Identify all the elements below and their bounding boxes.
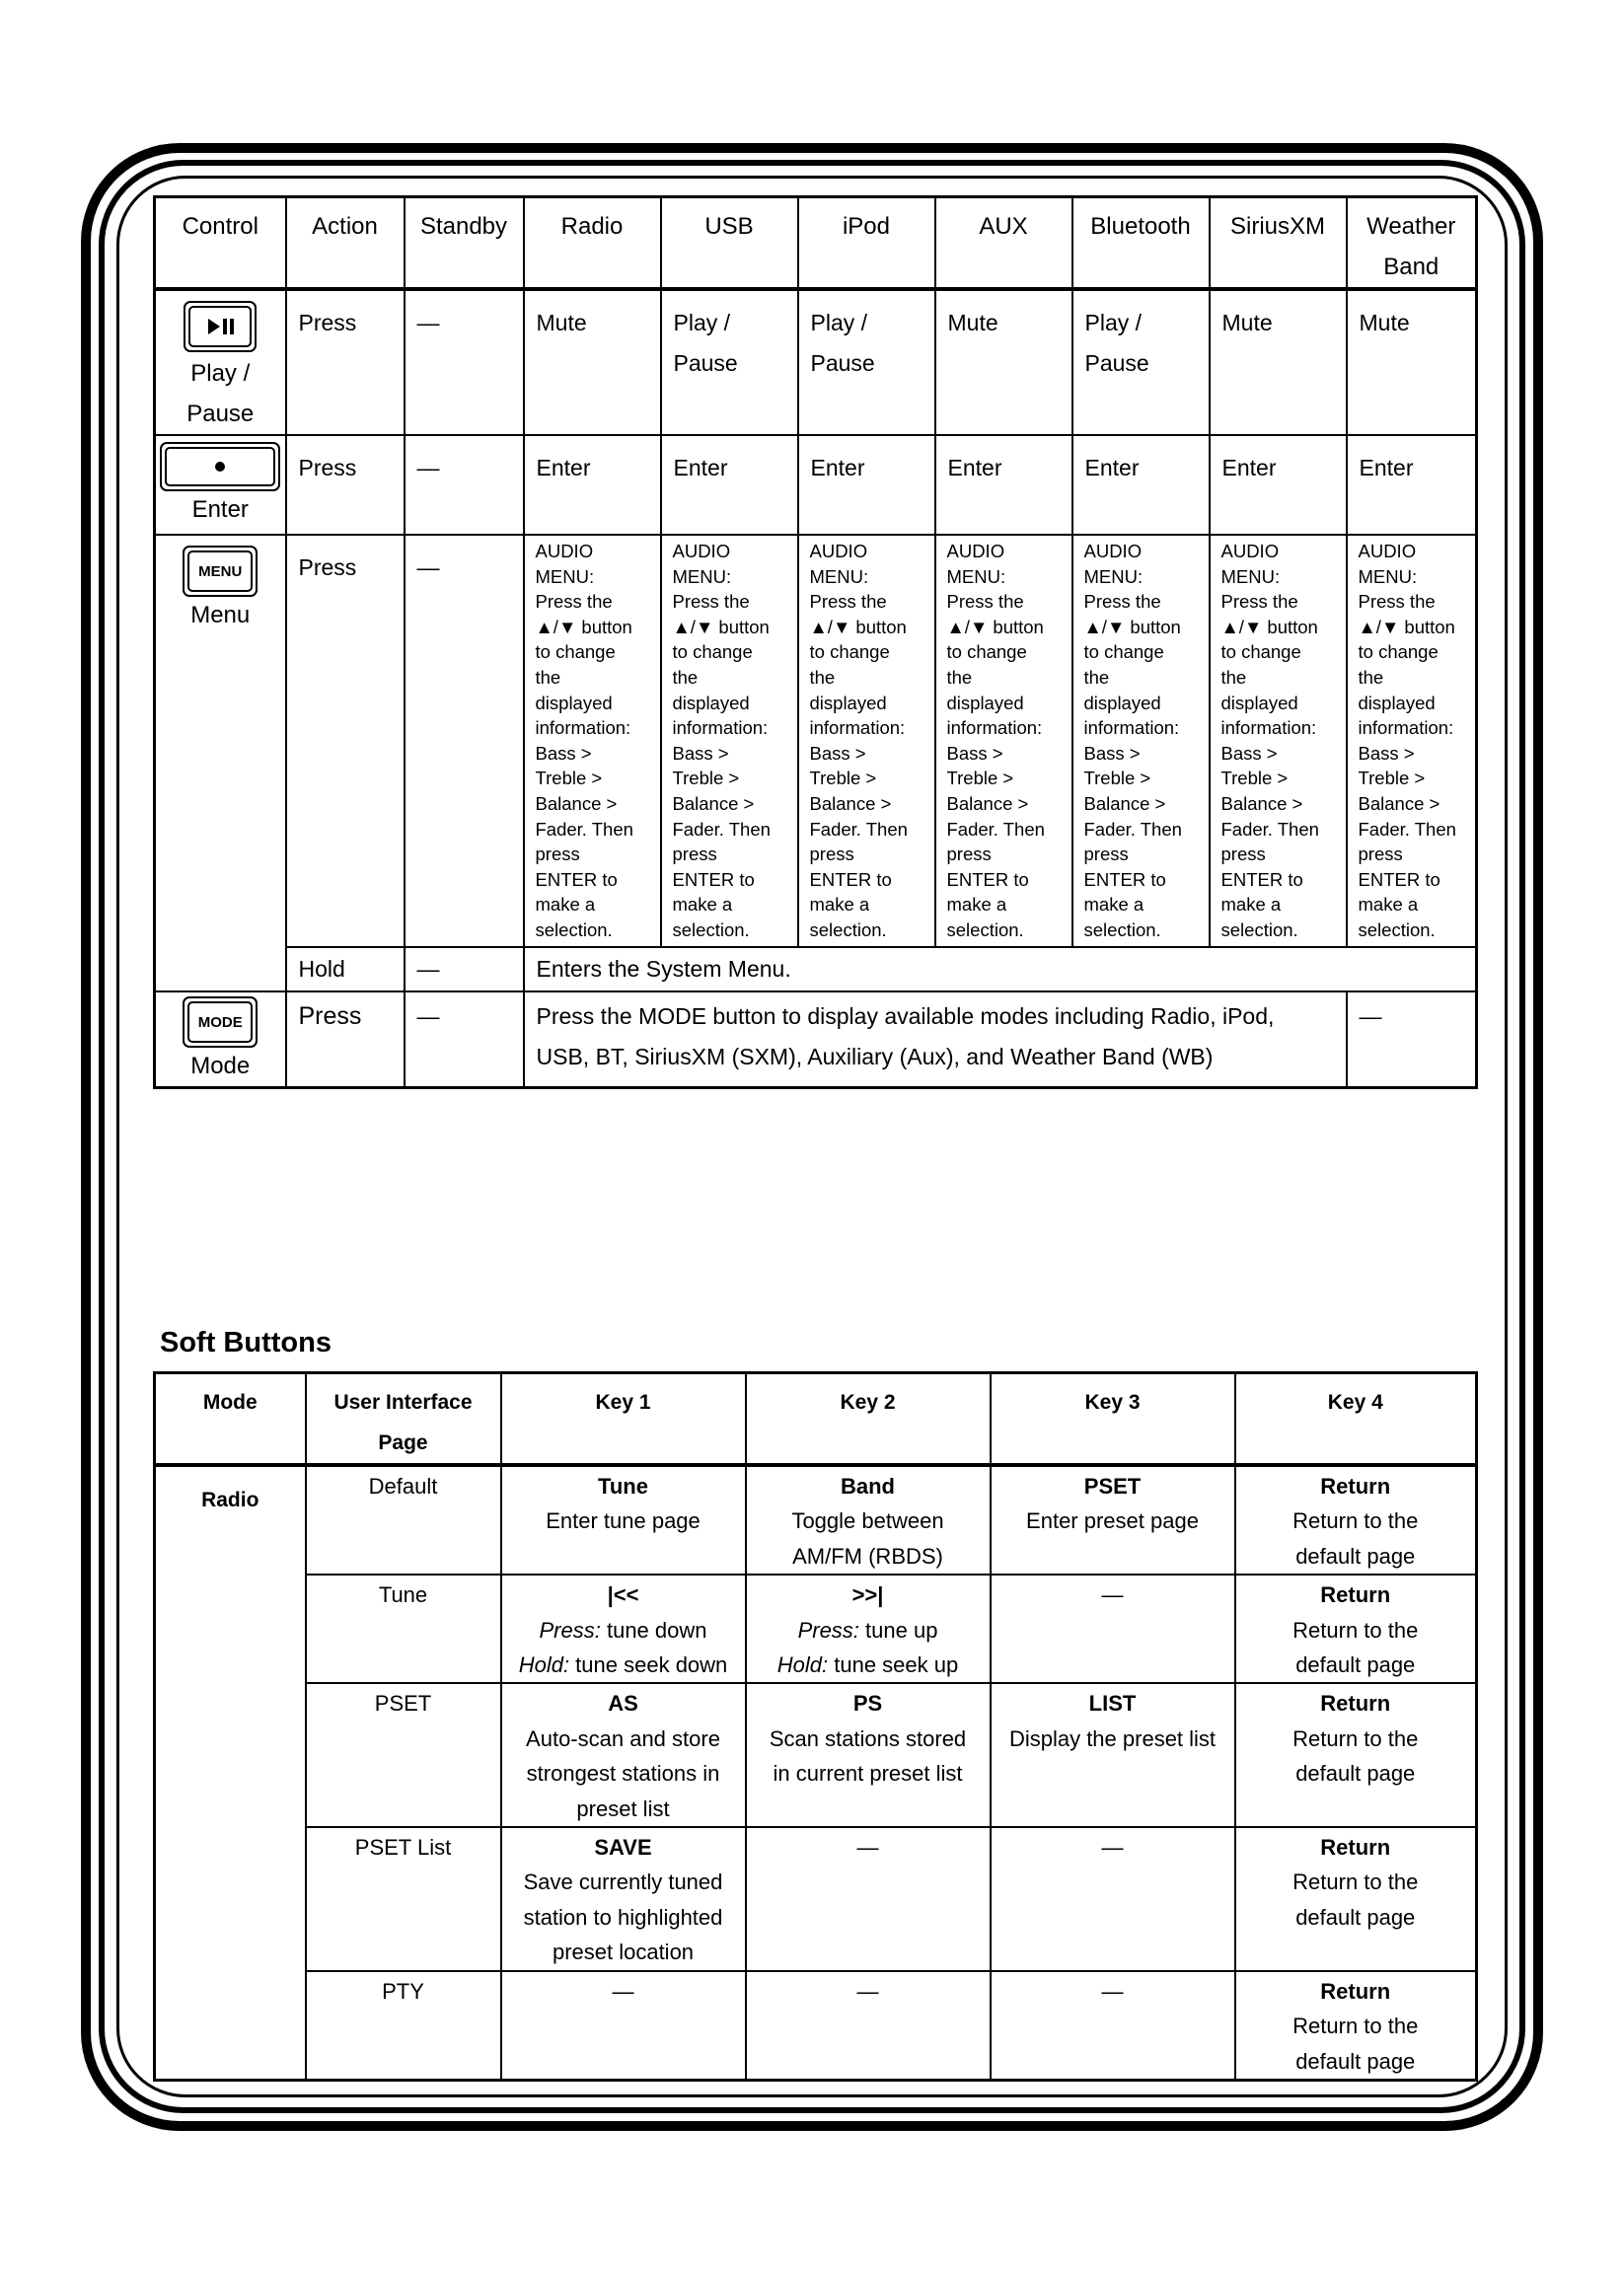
hold-label: Hold: <box>776 1652 829 1678</box>
menu-control <box>155 535 286 991</box>
audio-menu-line: make a <box>535 894 596 916</box>
radio-audio-menu-cell <box>524 535 661 947</box>
table-row <box>155 991 1477 1087</box>
key-cell <box>1235 1465 1477 1575</box>
key-title: AS <box>608 1691 638 1717</box>
audio-menu-line: MENU: <box>672 565 732 587</box>
radio-cell: Enter <box>524 435 661 535</box>
header-key-3: Key 3 <box>991 1373 1235 1466</box>
audio-menu-line: selection. <box>809 918 887 940</box>
key-cell <box>746 1465 991 1575</box>
audio-menu-line: Bass > <box>1358 742 1415 764</box>
empty-dash: — <box>1101 1835 1124 1861</box>
audio-menu-line: to change <box>1220 641 1301 663</box>
key-desc-line: default page <box>1295 1543 1416 1569</box>
header-bluetooth: Bluetooth <box>1072 197 1210 290</box>
key-cell <box>1235 1575 1477 1683</box>
header-key-2: Key 2 <box>746 1373 991 1466</box>
action-cell: Press <box>286 991 405 1087</box>
hold-line <box>502 1648 745 1682</box>
audio-menu-line: Bass > <box>946 742 1003 764</box>
audio-menu-line: press <box>809 843 854 865</box>
audio-menu-line: AUDIO <box>1220 541 1280 561</box>
ui-page-cell: PTY <box>306 1971 501 2081</box>
audio-menu-line: ▲/▼ button <box>1083 616 1181 637</box>
press-line <box>747 1613 990 1648</box>
audio-menu-line: Fader. Then <box>809 818 908 840</box>
table-row <box>155 1465 1477 1575</box>
audio-menu-line: MENU: <box>535 565 595 587</box>
audio-menu-line: information: <box>672 717 769 739</box>
key-title: >>| <box>851 1582 884 1608</box>
audio-menu-text <box>1084 539 1205 943</box>
audio-menu-line: Treble > <box>1358 768 1426 789</box>
key-cell <box>1235 1971 1477 2081</box>
audio-menu-line: ENTER to <box>1083 868 1166 890</box>
key-desc-line: Return to the <box>1292 1725 1419 1751</box>
key-title: Tune <box>598 1474 648 1499</box>
key-desc-line: Save currently tuned <box>523 1870 723 1895</box>
audio-menu-text <box>947 539 1068 943</box>
siriusxm-audio-menu-cell <box>1210 535 1347 947</box>
audio-menu-line: the <box>535 666 561 688</box>
hold-text: tune seek down <box>569 1652 728 1678</box>
enter-dot-icon <box>213 460 227 474</box>
table-row <box>155 435 1477 535</box>
key-cell <box>746 1683 991 1827</box>
key-desc-line: preset list <box>576 1796 670 1821</box>
header-user-interface-page: User Interface Page <box>306 1373 501 1466</box>
key-desc-line: Enter tune page <box>546 1508 701 1534</box>
action-cell: Press <box>286 289 405 435</box>
standby-cell: — <box>405 289 524 435</box>
audio-menu-text <box>673 539 793 943</box>
ui-page-cell: PSET List <box>306 1827 501 1971</box>
key-desc-line: default page <box>1295 1652 1416 1678</box>
header-action: Action <box>286 197 405 290</box>
audio-menu-line: Press the <box>535 591 613 613</box>
play-pause-button-icon <box>184 301 257 352</box>
weather-band-cell: — <box>1347 991 1477 1087</box>
audio-menu-line: Press the <box>1083 591 1161 613</box>
action-cell: Hold <box>286 947 405 991</box>
audio-menu-line: Fader. Then <box>672 818 771 840</box>
audio-menu-line: selection. <box>1083 918 1161 940</box>
audio-menu-line: make a <box>809 894 870 916</box>
audio-menu-line: to change <box>1083 641 1164 663</box>
siriusxm-cell: Enter <box>1210 435 1347 535</box>
audio-menu-line: make a <box>946 894 1007 916</box>
audio-menu-line: Balance > <box>1220 792 1303 814</box>
audio-menu-line: selection. <box>535 918 613 940</box>
header-weather-band: Weather Band <box>1347 197 1477 290</box>
empty-dash: — <box>856 1835 879 1861</box>
aux-cell: Mute <box>935 289 1072 435</box>
usb-audio-menu-cell <box>661 535 798 947</box>
hold-line <box>747 1648 990 1682</box>
table-row <box>155 947 1477 991</box>
key-desc-line: Auto-scan and store <box>526 1725 720 1751</box>
standby-cell: — <box>405 991 524 1087</box>
audio-menu-line: to change <box>1358 641 1439 663</box>
control-table <box>153 195 1478 1089</box>
audio-menu-line: Press the <box>946 591 1024 613</box>
soft-buttons-table <box>153 1371 1478 2082</box>
key-cell <box>501 1683 746 1827</box>
audio-menu-line: Balance > <box>672 792 755 814</box>
audio-menu-line: displayed <box>1083 692 1161 713</box>
mode-control <box>155 991 286 1087</box>
audio-menu-line: press <box>1083 843 1129 865</box>
audio-menu-line: MENU: <box>1083 565 1144 587</box>
audio-menu-line: the <box>1083 666 1110 688</box>
audio-menu-line: information: <box>809 717 906 739</box>
audio-menu-line: MENU: <box>809 565 869 587</box>
audio-menu-text <box>536 539 656 943</box>
key-title: Return <box>1320 1978 1391 2004</box>
audio-menu-line: Fader. Then <box>1083 818 1182 840</box>
audio-menu-text <box>1359 539 1472 943</box>
key-title: |<< <box>607 1582 639 1608</box>
audio-menu-line: AUDIO <box>946 541 1005 561</box>
audio-menu-line: Press the <box>809 591 887 613</box>
audio-menu-line: Treble > <box>1220 768 1289 789</box>
audio-menu-line: selection. <box>672 918 750 940</box>
audio-menu-line: the <box>946 666 973 688</box>
audio-menu-line: press <box>1220 843 1266 865</box>
audio-menu-line: Press the <box>1358 591 1436 613</box>
audio-menu-line: information: <box>535 717 631 739</box>
audio-menu-line: MENU: <box>1220 565 1281 587</box>
enter-control <box>155 435 286 535</box>
menu-button-icon <box>183 546 258 597</box>
audio-menu-line: displayed <box>535 692 613 713</box>
header-siriusxm: SiriusXM <box>1210 197 1347 290</box>
key-desc-line: Return to the <box>1292 1508 1419 1534</box>
action-cell: Press <box>286 535 405 947</box>
empty-dash: — <box>612 1978 634 2004</box>
soft-buttons-body <box>155 1465 1477 2080</box>
audio-menu-line: Balance > <box>1083 792 1166 814</box>
menu-icon: MENU <box>187 550 253 592</box>
enter-button-icon <box>160 442 280 491</box>
enter-label: Enter <box>191 496 249 523</box>
audio-menu-line: Press the <box>1220 591 1298 613</box>
bluetooth-cell: Play / Pause <box>1072 289 1210 435</box>
key-cell <box>746 1827 991 1971</box>
hold-label: Hold: <box>518 1652 570 1678</box>
audio-menu-line: the <box>1358 666 1384 688</box>
audio-menu-line: Bass > <box>809 742 866 764</box>
audio-menu-line: Bass > <box>1220 742 1278 764</box>
standby-cell: — <box>405 535 524 947</box>
header-usb: USB <box>661 197 798 290</box>
audio-menu-line: AUDIO <box>672 541 731 561</box>
header-control: Control <box>155 197 286 290</box>
key-desc-line: station to highlighted <box>523 1904 723 1930</box>
audio-menu-line: make a <box>672 894 733 916</box>
soft-buttons-header <box>155 1373 1477 1466</box>
audio-menu-line: MENU: <box>946 565 1006 587</box>
key-title: Return <box>1320 1691 1391 1717</box>
audio-menu-line: displayed <box>809 692 887 713</box>
key-cell <box>991 1683 1235 1827</box>
audio-menu-line: ▲/▼ button <box>809 616 907 637</box>
press-label: Press: <box>797 1617 859 1643</box>
key-title: PS <box>852 1691 883 1717</box>
audio-menu-line: ENTER to <box>535 868 618 890</box>
header-aux: AUX <box>935 197 1072 290</box>
audio-menu-line: make a <box>1220 894 1282 916</box>
ipod-audio-menu-cell <box>798 535 935 947</box>
key-title: LIST <box>1088 1691 1137 1717</box>
standby-cell: — <box>405 435 524 535</box>
press-line <box>502 1613 745 1648</box>
audio-menu-line: Bass > <box>535 742 592 764</box>
soft-buttons-title: Soft Buttons <box>160 1327 332 1358</box>
usb-cell: Play / Pause <box>661 289 798 435</box>
table-row <box>155 1575 1477 1683</box>
bluetooth-audio-menu-cell <box>1072 535 1210 947</box>
audio-menu-line: Treble > <box>1083 768 1151 789</box>
audio-menu-line: information: <box>1358 717 1454 739</box>
audio-menu-line: press <box>1358 843 1403 865</box>
empty-dash: — <box>1101 1978 1124 2004</box>
menu-label: Menu <box>190 602 251 628</box>
key-desc-line: preset location <box>552 1940 695 1965</box>
key-cell <box>501 1465 746 1575</box>
table-row <box>155 535 1477 947</box>
empty-dash: — <box>856 1978 879 2004</box>
key-desc-line: Display the preset list <box>1008 1725 1217 1751</box>
key-title: Return <box>1320 1474 1391 1499</box>
key-title: PSET <box>1083 1474 1142 1499</box>
key-desc-line: Toggle between <box>791 1508 944 1534</box>
audio-menu-text <box>1221 539 1342 943</box>
header-key-4: Key 4 <box>1235 1373 1477 1466</box>
ipod-cell: Enter <box>798 435 935 535</box>
weather-band-audio-menu-cell <box>1347 535 1477 947</box>
ui-page-cell: Default <box>306 1465 501 1575</box>
key-cell <box>501 1971 746 2081</box>
audio-menu-line: Balance > <box>809 792 892 814</box>
standby-cell: — <box>405 947 524 991</box>
audio-menu-line: Balance > <box>946 792 1029 814</box>
key-cell <box>1235 1827 1477 1971</box>
key-title: Return <box>1320 1835 1391 1861</box>
key-title: Band <box>841 1474 895 1499</box>
key-desc-line: default page <box>1295 1761 1416 1787</box>
audio-menu-line: information: <box>1083 717 1180 739</box>
audio-menu-line: ▲/▼ button <box>535 616 632 637</box>
key-desc-line: AM/FM (RBDS) <box>792 1543 943 1569</box>
mode-icon: MODE <box>187 1001 253 1043</box>
header-ipod: iPod <box>798 197 935 290</box>
action-cell: Press <box>286 435 405 535</box>
audio-menu-text <box>810 539 930 943</box>
key-title: Return <box>1320 1582 1391 1608</box>
empty-dash: — <box>1101 1582 1124 1608</box>
siriusxm-cell: Mute <box>1210 289 1347 435</box>
header-standby: Standby <box>405 197 524 290</box>
play-pause-control <box>155 289 286 435</box>
key-desc-line: Enter preset page <box>1026 1508 1199 1534</box>
key-desc-line: Return to the <box>1292 2014 1419 2039</box>
audio-menu-line: AUDIO <box>1358 541 1417 561</box>
audio-menu-line: AUDIO <box>1083 541 1143 561</box>
audio-menu-line: press <box>946 843 992 865</box>
key-cell <box>991 1827 1235 1971</box>
weather-band-cell: Mute <box>1347 289 1477 435</box>
hold-text: tune seek up <box>828 1652 959 1678</box>
ui-page-cell: PSET <box>306 1683 501 1827</box>
press-text: tune up <box>858 1617 938 1643</box>
audio-menu-line: make a <box>1358 894 1419 916</box>
key-cell <box>501 1575 746 1683</box>
audio-menu-line: Fader. Then <box>535 818 633 840</box>
mode-label: Mode <box>190 1053 251 1079</box>
key-cell <box>501 1827 746 1971</box>
audio-menu-line: to change <box>809 641 890 663</box>
ui-page-cell: Tune <box>306 1575 501 1683</box>
header-radio: Radio <box>524 197 661 290</box>
weather-band-cell: Enter <box>1347 435 1477 535</box>
audio-menu-line: ENTER to <box>672 868 755 890</box>
audio-menu-line: selection. <box>1358 918 1436 940</box>
table-row <box>155 1971 1477 2081</box>
audio-menu-line: Fader. Then <box>1220 818 1319 840</box>
header-mode: Mode <box>155 1373 306 1466</box>
audio-menu-line: AUDIO <box>535 541 594 561</box>
usb-cell: Enter <box>661 435 798 535</box>
key-cell <box>1235 1683 1477 1827</box>
aux-audio-menu-cell <box>935 535 1072 947</box>
play-pause-label: Play / Pause <box>186 360 255 427</box>
audio-menu-line: AUDIO <box>809 541 868 561</box>
control-table-header <box>155 197 1477 290</box>
mode-radio-cell: Radio <box>155 1465 306 2080</box>
audio-menu-line: displayed <box>672 692 750 713</box>
bluetooth-cell: Enter <box>1072 435 1210 535</box>
audio-menu-line: Fader. Then <box>1358 818 1456 840</box>
audio-menu-line: information: <box>1220 717 1317 739</box>
audio-menu-line: the <box>1220 666 1247 688</box>
audio-menu-line: Treble > <box>946 768 1014 789</box>
mode-description: Press the MODE button to display available modes including Radio, iPod, USB, BT, SiriusXM (SXM), Auxiliary (Aux), and Weather Band (WB) <box>524 991 1347 1087</box>
table-row <box>155 1827 1477 1971</box>
audio-menu-line: Press the <box>672 591 750 613</box>
key-cell <box>746 1575 991 1683</box>
audio-menu-line: selection. <box>1220 918 1298 940</box>
audio-menu-line: Treble > <box>809 768 877 789</box>
audio-menu-line: ENTER to <box>809 868 892 890</box>
key-desc-line: Scan stations stored <box>769 1725 967 1751</box>
key-cell <box>991 1575 1235 1683</box>
audio-menu-line: ▲/▼ button <box>1220 616 1318 637</box>
audio-menu-line: displayed <box>1220 692 1298 713</box>
audio-menu-line: selection. <box>946 918 1024 940</box>
press-label: Press: <box>539 1617 601 1643</box>
audio-menu-line: displayed <box>946 692 1024 713</box>
play-pause-icon <box>202 317 238 336</box>
ipod-cell: Play / Pause <box>798 289 935 435</box>
table-row <box>155 289 1477 435</box>
audio-menu-line: the <box>809 666 836 688</box>
key-desc-line: strongest stations in <box>526 1761 720 1787</box>
audio-menu-line: to change <box>946 641 1027 663</box>
audio-menu-line: to change <box>672 641 753 663</box>
audio-menu-line: ▲/▼ button <box>1358 616 1455 637</box>
audio-menu-line: Balance > <box>1358 792 1440 814</box>
key-desc-line: Return to the <box>1292 1617 1419 1643</box>
key-cell <box>991 1971 1235 2081</box>
audio-menu-line: ▲/▼ button <box>946 616 1044 637</box>
audio-menu-line: ENTER to <box>946 868 1029 890</box>
key-desc-line: Return to the <box>1292 1870 1419 1895</box>
press-text: tune down <box>600 1617 707 1643</box>
audio-menu-line: ENTER to <box>1220 868 1303 890</box>
key-cell <box>991 1465 1235 1575</box>
audio-menu-line: Bass > <box>1083 742 1141 764</box>
audio-menu-line: ▲/▼ button <box>672 616 770 637</box>
audio-menu-line: press <box>672 843 717 865</box>
audio-menu-line: Balance > <box>535 792 618 814</box>
audio-menu-line: Treble > <box>535 768 603 789</box>
key-desc-line: default page <box>1295 1904 1416 1930</box>
audio-menu-line: press <box>535 843 580 865</box>
audio-menu-line: displayed <box>1358 692 1436 713</box>
audio-menu-line: information: <box>946 717 1043 739</box>
audio-menu-line: ENTER to <box>1358 868 1440 890</box>
audio-menu-line: Fader. Then <box>946 818 1045 840</box>
key-desc-line: in current preset list <box>773 1761 963 1787</box>
key-cell <box>746 1971 991 2081</box>
aux-cell: Enter <box>935 435 1072 535</box>
mode-button-icon <box>183 996 258 1048</box>
header-key-1: Key 1 <box>501 1373 746 1466</box>
audio-menu-line: MENU: <box>1358 565 1418 587</box>
key-desc-line: default page <box>1295 2048 1416 2074</box>
table-row <box>155 1683 1477 1827</box>
audio-menu-line: to change <box>535 641 616 663</box>
audio-menu-line: Treble > <box>672 768 740 789</box>
audio-menu-line: make a <box>1083 894 1144 916</box>
key-title: SAVE <box>594 1835 652 1861</box>
hold-description: Enters the System Menu. <box>524 947 1477 991</box>
audio-menu-line: the <box>672 666 699 688</box>
audio-menu-line: Bass > <box>672 742 729 764</box>
radio-cell: Mute <box>524 289 661 435</box>
